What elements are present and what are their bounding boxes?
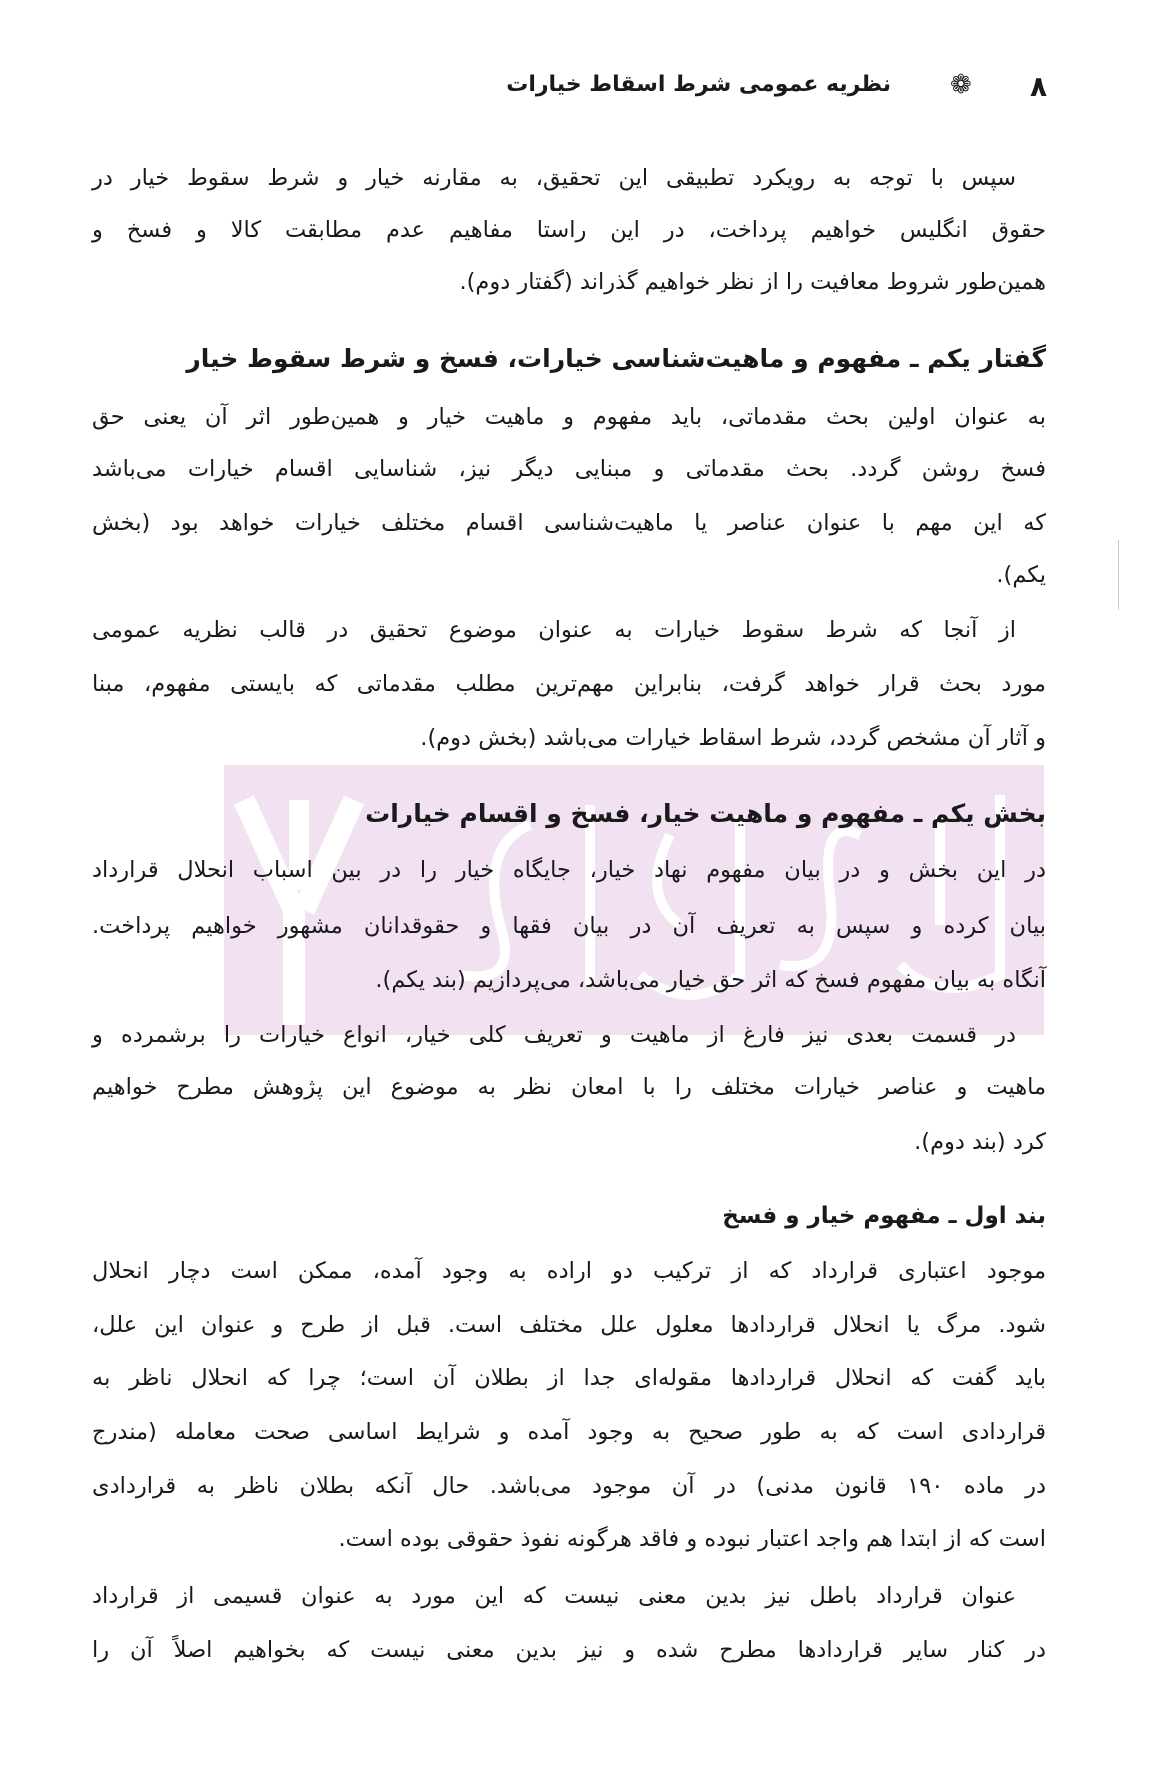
paragraph-line: یکم). [996,562,1046,588]
running-title: نظریه عمومی شرط اسقاط خیارات [506,72,891,97]
paragraph-line: بیان کرده و سپس به تعریف آن در بیان فقها و حقوقدانان مشهور خواهیم پرداخت. [92,913,1046,939]
paragraph-line: به عنوان اولین بحث مقدماتی، باید مفهوم و ماهیت خیار و همین‌طور اثر آن یعنی حق [92,404,1046,430]
page-number: ۸ [1030,70,1048,103]
paragraph-line: سپس با توجه به رویکرد تطبیقی این تحقیق، به مقارنه خیار و شرط سقوط خیار در [92,165,1016,191]
paragraph-line: از آنجا که شرط سقوط خیارات به عنوان موضوع تحقیق در قالب نظریه عمومی [92,617,1016,643]
section-heading: بخش یکم ـ مفهوم و ماهیت خیار، فسخ و اقسام خیارات [365,799,1046,828]
paragraph-line: در قسمت بعدی نیز فارغ از ماهیت و تعریف کلی خیار، انواع خیارات را برشمرده و [92,1022,1016,1048]
paragraph-line: موجود اعتباری قرارداد که از ترکیب دو اراده به وجود آمده، ممکن است دچار انحلال [92,1258,1046,1284]
paragraph-line: و آثار آن مشخص گردد، شرط اسقاط خیارات می‌باشد (بخش دوم). [420,725,1046,751]
paragraph-line: در این بخش و در بیان مفهوم نهاد خیار، جایگاه خیار را در بین اسباب انحلال قرارداد [92,857,1046,883]
ornament-icon: ❁ [950,70,972,100]
paragraph-line: است که از ابتدا هم واجد اعتبار نبوده و فاقد هرگونه نفوذ حقوقی بوده است. [338,1526,1046,1552]
paragraph-line: همین‌طور شروط معافیت را از نظر خواهیم گذراند (گفتار دوم). [459,269,1046,295]
paragraph-line: مورد بحث قرار خواهد گرفت، بنابراین مهم‌ترین مطلب مقدماتی که بایستی مفهوم، مبنا [92,671,1046,697]
paragraph-line: عنوان قرارداد باطل نیز بدین معنی نیست که این مورد به عنوان قسیمی از قرارداد [92,1583,1016,1609]
paragraph-line: باید گفت که انحلال قراردادها مقوله‌ای جدا از بطلان آن است؛ چرا که انحلال ناظر به [92,1365,1046,1391]
paragraph-line: فسخ روشن گردد. بحث مقدماتی و مبنایی دیگر نیز، شناسایی اقسام خیارات می‌باشد [92,456,1046,482]
paragraph-line: آنگاه به بیان مفهوم فسخ که اثر حق خیار می‌باشد، می‌پردازیم (بند یکم). [375,967,1046,993]
paragraph-line: شود. مرگ یا انحلال قراردادها معلول علل مختلف است. قبل از طرح و عنوان این علل، [92,1312,1046,1338]
paragraph-line: ماهیت و عناصر خیارات مختلف را با امعان نظر به موضوع این پژوهش مطرح خواهیم [92,1074,1046,1100]
paragraph-line: کرد (بند دوم). [914,1129,1046,1155]
section-heading: بند اول ـ مفهوم خیار و فسخ [722,1203,1046,1229]
paragraph-line: در کنار سایر قراردادها مطرح شده و نیز بدین معنی نیست که بخواهیم اصلاً آن را [92,1637,1046,1663]
paragraph-line: در ماده ۱۹۰ قانون مدنی) در آن موجود می‌باشد. حال آنکه بطلان ناظر به قراردادی [92,1473,1046,1499]
paragraph-line: قراردادی است که به طور صحیح به وجود آمده و شرایط اساسی صحت معامله (مندرج [92,1419,1046,1445]
section-heading: گفتار یکم ـ مفهوم و ماهیت‌شناسی خیارات، فسخ و شرط سقوط خیار [186,344,1046,373]
page-edge-mark [1118,540,1119,610]
paragraph-line: حقوق انگلیس خواهیم پرداخت، در این راستا مفاهیم عدم مطابقت کالا و فسخ و [92,217,1046,243]
paragraph-line: که این مهم با عنوان عناصر یا ماهیت‌شناسی اقسام مختلف خیارات خواهد بود (بخش [92,510,1046,536]
